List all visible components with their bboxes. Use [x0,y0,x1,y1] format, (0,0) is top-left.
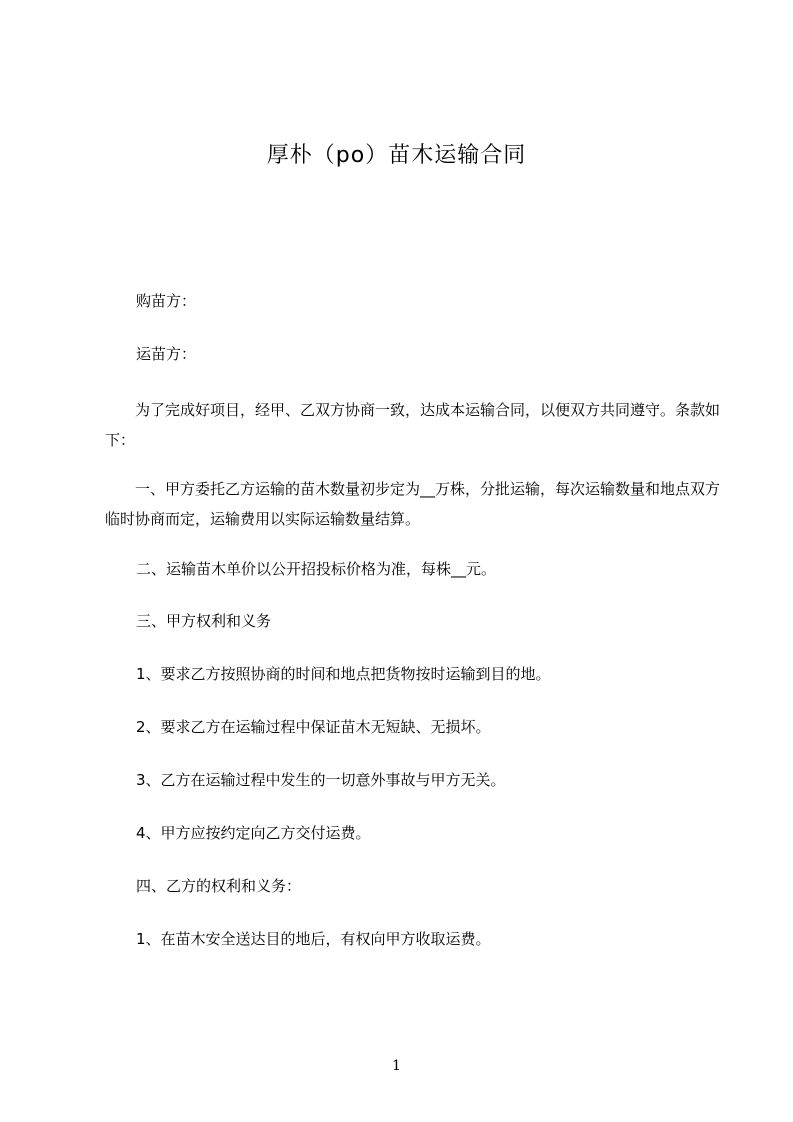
clause-3-item-4: 4、甲方应按约定向乙方交付运费。 [136,824,371,842]
page-number: 1 [392,1058,401,1074]
clause-4-item-1: 1、在苗木安全送达目的地后，有权向甲方收取运费。 [136,930,491,948]
clause-2-paragraph: 二、运输苗木单价以公开招投标价格为准，每株__元。 [136,560,497,578]
clause-1-paragraph: 一、甲方委托乙方运输的苗木数量初步定为__万株，分批运输，每次运输数量和地点双方临时协商而定，运输费用以实际运输数量结算。 [105,480,721,528]
carrier-label: 运苗方： [136,345,197,363]
clause-3-item-3: 3、乙方在运输过程中发生的一切意外事故与甲方无关。 [136,771,506,789]
clause-3-item-1: 1、要求乙方按照协商的时间和地点把货物按时运输到目的地。 [136,665,551,683]
clause-4-heading: 四、乙方的权利和义务： [136,877,302,895]
clause-3-item-2: 2、要求乙方在运输过程中保证苗木无短缺、无损坏。 [136,718,491,736]
buyer-label: 购苗方： [136,292,197,310]
clause-3-heading: 三、甲方权利和义务 [136,612,272,630]
document-title: 厚朴（po）苗木运输合同 [266,143,527,168]
intro-paragraph: 为了完成好项目，经甲、乙双方协商一致，达成本运输合同，以便双方共同遵守。条款如下： [105,401,721,449]
